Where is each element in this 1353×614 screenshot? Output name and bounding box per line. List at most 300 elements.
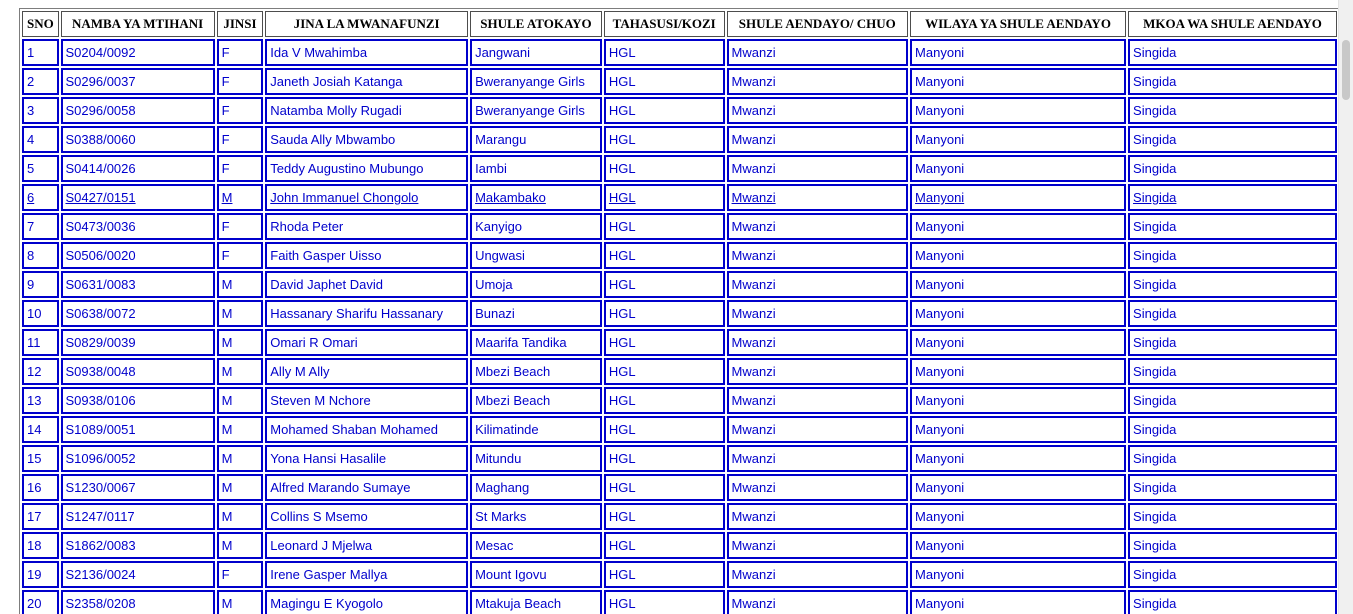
- cell-district-text: Manyoni: [915, 277, 965, 292]
- cell-exam-number: [61, 474, 215, 501]
- cell-district: [910, 387, 1126, 414]
- cell-student-name-text: John Immanuel Chongolo: [270, 190, 419, 205]
- cell-exam-number-text: S2136/0024: [65, 567, 136, 582]
- cell-student-name: [265, 68, 468, 95]
- table-row[interactable]: [22, 155, 1337, 182]
- cell-sno: [22, 213, 59, 240]
- cell-destination-school-text: Mwanzi: [731, 364, 776, 379]
- cell-combination: [604, 445, 725, 472]
- cell-region-text: Singida: [1133, 219, 1177, 234]
- cell-sno-text: 10: [27, 306, 42, 321]
- cell-sno-text: 19: [27, 567, 42, 582]
- cell-student-name-text: Rhoda Peter: [270, 219, 344, 234]
- cell-student-name: [265, 271, 468, 298]
- cell-sno-text: 11: [27, 335, 41, 350]
- cell-exam-number: [61, 242, 215, 269]
- cell-sno: [22, 97, 59, 124]
- scrollbar-thumb[interactable]: [1342, 40, 1350, 100]
- cell-origin-school: [470, 590, 602, 614]
- cell-destination-school: [727, 184, 909, 211]
- cell-combination: [604, 39, 725, 66]
- cell-origin-school-text: Makambako: [475, 190, 546, 205]
- cell-student-name: [265, 387, 468, 414]
- cell-district-text: Manyoni: [915, 451, 965, 466]
- cell-destination-school-text: Mwanzi: [731, 74, 776, 89]
- cell-district-text: Manyoni: [915, 480, 965, 495]
- cell-origin-school: [470, 97, 602, 124]
- cell-sno-text: 18: [27, 538, 42, 553]
- cell-exam-number: [61, 184, 215, 211]
- cell-origin-school-text: Kanyigo: [475, 219, 523, 234]
- cell-student-name: [265, 242, 468, 269]
- cell-district: [910, 474, 1126, 501]
- cell-sno-text: 1: [27, 45, 35, 60]
- cell-region-text: Singida: [1133, 364, 1177, 379]
- cell-exam-number-text: S1862/0083: [65, 538, 136, 553]
- cell-gender-text: M: [221, 364, 233, 379]
- cell-gender-text: M: [221, 538, 233, 553]
- cell-sno: [22, 590, 59, 614]
- table-row[interactable]: [22, 126, 1337, 153]
- cell-exam-number-text: S1096/0052: [65, 451, 136, 466]
- cell-gender: [217, 271, 264, 298]
- header-district[interactable]: WILAYA YA SHULE AENDAYO: [910, 11, 1126, 37]
- cell-region-text: Singida: [1133, 103, 1177, 118]
- cell-student-name-text: Janeth Josiah Katanga: [270, 74, 403, 89]
- vertical-scrollbar[interactable]: [1338, 0, 1353, 614]
- cell-district: [910, 590, 1126, 614]
- table-row[interactable]: [22, 213, 1337, 240]
- cell-region-text: Singida: [1133, 132, 1177, 147]
- cell-region: [1128, 474, 1337, 501]
- cell-sno-text: 4: [27, 132, 35, 147]
- cell-exam-number: [61, 329, 215, 356]
- table-row[interactable]: [22, 358, 1337, 385]
- cell-student-name-text: Sauda Ally Mbwambo: [270, 132, 396, 147]
- cell-destination-school-text: Mwanzi: [731, 45, 776, 60]
- cell-destination-school: [727, 532, 909, 559]
- cell-combination-text: HGL: [608, 74, 636, 89]
- cell-sno: [22, 155, 59, 182]
- cell-district: [910, 329, 1126, 356]
- cell-origin-school-text: St Marks: [475, 509, 527, 524]
- cell-destination-school: [727, 213, 909, 240]
- cell-combination: [604, 213, 725, 240]
- cell-sno: [22, 387, 59, 414]
- cell-district-text: Manyoni: [915, 103, 965, 118]
- cell-destination-school: [727, 445, 909, 472]
- cell-combination: [604, 300, 725, 327]
- cell-sno: [22, 532, 59, 559]
- cell-gender: [217, 155, 264, 182]
- cell-exam-number: [61, 300, 215, 327]
- cell-exam-number-text: S0473/0036: [65, 219, 136, 234]
- cell-combination: [604, 155, 725, 182]
- cell-combination: [604, 416, 725, 443]
- cell-exam-number-text: S0388/0060: [65, 132, 136, 147]
- table-row[interactable]: [22, 590, 1337, 614]
- cell-region: [1128, 561, 1337, 588]
- cell-student-name-text: Irene Gasper Mallya: [270, 567, 388, 582]
- cell-student-name: [265, 445, 468, 472]
- table-row[interactable]: [22, 39, 1337, 66]
- cell-gender-text: M: [221, 393, 233, 408]
- table-header-row: [22, 11, 1337, 37]
- cell-combination-text: HGL: [608, 161, 636, 176]
- cell-gender: [217, 561, 264, 588]
- cell-student-name-text: Mohamed Shaban Mohamed: [270, 422, 438, 437]
- cell-district: [910, 358, 1126, 385]
- cell-combination: [604, 590, 725, 614]
- cell-student-name: [265, 561, 468, 588]
- cell-combination: [604, 184, 725, 211]
- table-row[interactable]: [22, 561, 1337, 588]
- cell-destination-school: [727, 300, 909, 327]
- cell-destination-school-text: Mwanzi: [731, 480, 776, 495]
- cell-sno-text: 9: [27, 277, 35, 292]
- cell-exam-number: [61, 387, 215, 414]
- cell-destination-school-text: Mwanzi: [731, 161, 776, 176]
- cell-gender: [217, 445, 264, 472]
- cell-destination-school-text: Mwanzi: [731, 219, 776, 234]
- cell-combination-text: HGL: [608, 538, 636, 553]
- cell-student-name-text: Steven M Nchore: [270, 393, 371, 408]
- cell-exam-number: [61, 213, 215, 240]
- cell-origin-school-text: Marangu: [475, 132, 527, 147]
- cell-combination: [604, 271, 725, 298]
- cell-district-text: Manyoni: [915, 219, 965, 234]
- cell-region: [1128, 416, 1337, 443]
- cell-origin-school-text: Mesac: [475, 538, 514, 553]
- cell-combination: [604, 126, 725, 153]
- header-exam-number[interactable]: NAMBA YA MTIHANI: [61, 11, 215, 37]
- cell-destination-school: [727, 97, 909, 124]
- cell-student-name: [265, 126, 468, 153]
- table-row[interactable]: [22, 532, 1337, 559]
- cell-region-text: Singida: [1133, 161, 1177, 176]
- cell-student-name: [265, 590, 468, 614]
- cell-district: [910, 416, 1126, 443]
- cell-origin-school: [470, 474, 602, 501]
- cell-sno: [22, 184, 59, 211]
- table-row[interactable]: [22, 445, 1337, 472]
- cell-origin-school: [470, 329, 602, 356]
- cell-gender: [217, 184, 264, 211]
- cell-origin-school-text: Kilimatinde: [475, 422, 539, 437]
- header-origin-school[interactable]: SHULE ATOKAYO: [470, 11, 602, 37]
- cell-district-text: Manyoni: [915, 393, 965, 408]
- cell-gender-text: F: [221, 219, 230, 234]
- cell-sno: [22, 242, 59, 269]
- cell-student-name: [265, 184, 468, 211]
- cell-combination-text: HGL: [608, 509, 636, 524]
- table-row[interactable]: [22, 503, 1337, 530]
- cell-district-text: Manyoni: [915, 509, 965, 524]
- cell-exam-number: [61, 416, 215, 443]
- table-row[interactable]: [22, 271, 1337, 298]
- cell-region: [1128, 68, 1337, 95]
- cell-destination-school: [727, 358, 909, 385]
- cell-gender-text: M: [221, 422, 233, 437]
- cell-student-name: [265, 97, 468, 124]
- cell-region-text: Singida: [1133, 538, 1177, 553]
- cell-district-text: Manyoni: [915, 248, 965, 263]
- cell-origin-school-text: Mbezi Beach: [475, 393, 551, 408]
- cell-region: [1128, 126, 1337, 153]
- cell-student-name: [265, 213, 468, 240]
- cell-sno-text: 6: [27, 190, 35, 205]
- cell-gender-text: M: [221, 480, 233, 495]
- cell-exam-number: [61, 561, 215, 588]
- cell-district: [910, 503, 1126, 530]
- cell-origin-school-text: Maghang: [475, 480, 530, 495]
- cell-gender: [217, 387, 264, 414]
- table-row[interactable]: [22, 474, 1337, 501]
- cell-exam-number: [61, 68, 215, 95]
- cell-origin-school: [470, 213, 602, 240]
- cell-exam-number: [61, 155, 215, 182]
- cell-student-name-text: Faith Gasper Uisso: [270, 248, 382, 263]
- cell-student-name-text: Hassanary Sharifu Hassanary: [270, 306, 443, 321]
- cell-combination-text: HGL: [608, 277, 636, 292]
- cell-origin-school-text: Jangwani: [475, 45, 530, 60]
- cell-gender: [217, 242, 264, 269]
- cell-origin-school: [470, 155, 602, 182]
- cell-region: [1128, 590, 1337, 614]
- cell-exam-number-text: S0204/0092: [65, 45, 136, 60]
- cell-district: [910, 561, 1126, 588]
- cell-region-text: Singida: [1133, 277, 1177, 292]
- cell-gender: [217, 590, 264, 614]
- cell-exam-number-text: S0938/0106: [65, 393, 136, 408]
- cell-region-text: Singida: [1133, 422, 1177, 437]
- cell-student-name: [265, 329, 468, 356]
- cell-origin-school: [470, 445, 602, 472]
- cell-district: [910, 68, 1126, 95]
- cell-gender: [217, 97, 264, 124]
- table-row[interactable]: [22, 184, 1337, 211]
- cell-destination-school: [727, 503, 909, 530]
- cell-exam-number: [61, 445, 215, 472]
- table-row[interactable]: [22, 387, 1337, 414]
- cell-gender: [217, 213, 264, 240]
- cell-exam-number-text: S0638/0072: [65, 306, 136, 321]
- cell-exam-number: [61, 97, 215, 124]
- cell-region: [1128, 39, 1337, 66]
- cell-combination: [604, 97, 725, 124]
- table-row[interactable]: [22, 300, 1337, 327]
- cell-origin-school-text: Maarifa Tandika: [475, 335, 567, 350]
- cell-combination-text: HGL: [608, 451, 636, 466]
- cell-exam-number-text: S0427/0151: [65, 190, 136, 205]
- cell-sno: [22, 445, 59, 472]
- cell-student-name-text: Alfred Marando Sumaye: [270, 480, 411, 495]
- table-row[interactable]: [22, 97, 1337, 124]
- cell-destination-school-text: Mwanzi: [731, 277, 776, 292]
- cell-district-text: Manyoni: [915, 45, 965, 60]
- cell-sno: [22, 561, 59, 588]
- cell-origin-school: [470, 532, 602, 559]
- cell-region-text: Singida: [1133, 567, 1177, 582]
- cell-district-text: Manyoni: [915, 161, 965, 176]
- cell-gender-text: F: [221, 132, 230, 147]
- cell-sno-text: 13: [27, 393, 42, 408]
- cell-student-name: [265, 416, 468, 443]
- cell-origin-school-text: Umoja: [475, 277, 513, 292]
- cell-region: [1128, 532, 1337, 559]
- header-combination[interactable]: TAHASUSI/KOZI: [604, 11, 725, 37]
- cell-student-name: [265, 358, 468, 385]
- cell-region-text: Singida: [1133, 596, 1177, 611]
- cell-exam-number: [61, 590, 215, 614]
- cell-sno: [22, 271, 59, 298]
- cell-district-text: Manyoni: [915, 567, 965, 582]
- header-region[interactable]: MKOA WA SHULE AENDAYO: [1128, 11, 1337, 37]
- header-student-name[interactable]: JINA LA MWANAFUNZI: [265, 11, 468, 37]
- cell-combination: [604, 358, 725, 385]
- cell-gender-text: M: [221, 335, 233, 350]
- cell-origin-school: [470, 416, 602, 443]
- cell-combination-text: HGL: [608, 103, 636, 118]
- cell-combination-text: HGL: [608, 132, 636, 147]
- cell-origin-school-text: Mbezi Beach: [475, 364, 551, 379]
- cell-destination-school: [727, 271, 909, 298]
- cell-gender-text: F: [221, 103, 230, 118]
- cell-exam-number-text: S0296/0037: [65, 74, 136, 89]
- cell-origin-school-text: Ungwasi: [475, 248, 525, 263]
- cell-gender: [217, 532, 264, 559]
- cell-district: [910, 271, 1126, 298]
- cell-destination-school: [727, 590, 909, 614]
- cell-origin-school-text: Iambi: [475, 161, 507, 176]
- cell-region-text: Singida: [1133, 480, 1177, 495]
- cell-destination-school: [727, 155, 909, 182]
- table-row[interactable]: [22, 416, 1337, 443]
- cell-gender: [217, 503, 264, 530]
- cell-origin-school: [470, 68, 602, 95]
- cell-student-name-text: Magingu E Kyogolo: [270, 596, 384, 611]
- table-row[interactable]: [22, 242, 1337, 269]
- cell-destination-school: [727, 416, 909, 443]
- cell-gender: [217, 39, 264, 66]
- table-row[interactable]: [22, 68, 1337, 95]
- cell-origin-school-text: Bweranyange Girls: [475, 103, 585, 118]
- cell-exam-number-text: S2358/0208: [65, 596, 136, 611]
- cell-region-text: Singida: [1133, 393, 1177, 408]
- cell-destination-school-text: Mwanzi: [731, 451, 776, 466]
- cell-combination: [604, 503, 725, 530]
- cell-district-text: Manyoni: [915, 538, 965, 553]
- cell-combination: [604, 387, 725, 414]
- cell-combination: [604, 561, 725, 588]
- cell-combination-text: HGL: [608, 190, 636, 205]
- cell-exam-number-text: S1230/0067: [65, 480, 136, 495]
- cell-exam-number: [61, 126, 215, 153]
- table-body: [22, 39, 1337, 614]
- cell-combination-text: HGL: [608, 306, 636, 321]
- cell-origin-school-text: Mount Igovu: [475, 567, 547, 582]
- cell-student-name-text: Omari R Omari: [270, 335, 358, 350]
- cell-region: [1128, 242, 1337, 269]
- cell-sno-text: 16: [27, 480, 42, 495]
- cell-exam-number-text: S0829/0039: [65, 335, 136, 350]
- cell-sno-text: 14: [27, 422, 42, 437]
- cell-exam-number-text: S1247/0117: [65, 509, 135, 524]
- cell-sno-text: 5: [27, 161, 35, 176]
- cell-exam-number-text: S0938/0048: [65, 364, 136, 379]
- cell-origin-school: [470, 271, 602, 298]
- cell-destination-school: [727, 474, 909, 501]
- cell-student-name: [265, 474, 468, 501]
- cell-district: [910, 184, 1126, 211]
- cell-gender-text: M: [221, 596, 233, 611]
- cell-sno: [22, 329, 59, 356]
- cell-district: [910, 126, 1126, 153]
- cell-destination-school: [727, 561, 909, 588]
- cell-sno-text: 15: [27, 451, 42, 466]
- header-sno[interactable]: SNO: [22, 11, 59, 37]
- cell-gender: [217, 474, 264, 501]
- cell-gender-text: F: [221, 248, 230, 263]
- cell-district: [910, 445, 1126, 472]
- cell-origin-school-text: Mtakuja Beach: [475, 596, 562, 611]
- cell-origin-school: [470, 503, 602, 530]
- cell-sno-text: 20: [27, 596, 42, 611]
- header-destination-school[interactable]: SHULE AENDAYO/ CHUO: [727, 11, 909, 37]
- cell-region-text: Singida: [1133, 451, 1177, 466]
- cell-region-text: Singida: [1133, 190, 1177, 205]
- cell-district: [910, 97, 1126, 124]
- cell-sno-text: 12: [27, 364, 42, 379]
- cell-district-text: Manyoni: [915, 596, 965, 611]
- cell-student-name-text: David Japhet David: [270, 277, 383, 292]
- cell-gender-text: M: [221, 277, 233, 292]
- cell-exam-number-text: S1089/0051: [65, 422, 136, 437]
- cell-region-text: Singida: [1133, 74, 1177, 89]
- cell-exam-number: [61, 532, 215, 559]
- student-placement-table: [19, 8, 1340, 614]
- cell-district: [910, 532, 1126, 559]
- cell-destination-school-text: Mwanzi: [731, 393, 776, 408]
- cell-destination-school-text: Mwanzi: [731, 567, 776, 582]
- cell-student-name-text: Leonard J Mjelwa: [270, 538, 373, 553]
- cell-gender-text: M: [221, 509, 233, 524]
- cell-student-name-text: Ally M Ally: [270, 364, 330, 379]
- cell-region: [1128, 155, 1337, 182]
- cell-gender: [217, 126, 264, 153]
- cell-combination-text: HGL: [608, 219, 636, 234]
- cell-combination-text: HGL: [608, 567, 636, 582]
- cell-exam-number-text: S0414/0026: [65, 161, 136, 176]
- cell-sno-text: 3: [27, 103, 35, 118]
- cell-gender-text: F: [221, 74, 230, 89]
- cell-origin-school-text: Bweranyange Girls: [475, 74, 585, 89]
- table-row[interactable]: [22, 329, 1337, 356]
- cell-student-name-text: Ida V Mwahimba: [270, 45, 368, 60]
- cell-region-text: Singida: [1133, 248, 1177, 263]
- cell-combination: [604, 68, 725, 95]
- cell-destination-school-text: Mwanzi: [731, 335, 776, 350]
- cell-combination: [604, 242, 725, 269]
- cell-student-name: [265, 300, 468, 327]
- cell-gender: [217, 416, 264, 443]
- cell-destination-school: [727, 242, 909, 269]
- cell-sno: [22, 474, 59, 501]
- header-gender[interactable]: JINSI: [217, 11, 264, 37]
- cell-combination: [604, 474, 725, 501]
- cell-gender: [217, 68, 264, 95]
- cell-gender: [217, 300, 264, 327]
